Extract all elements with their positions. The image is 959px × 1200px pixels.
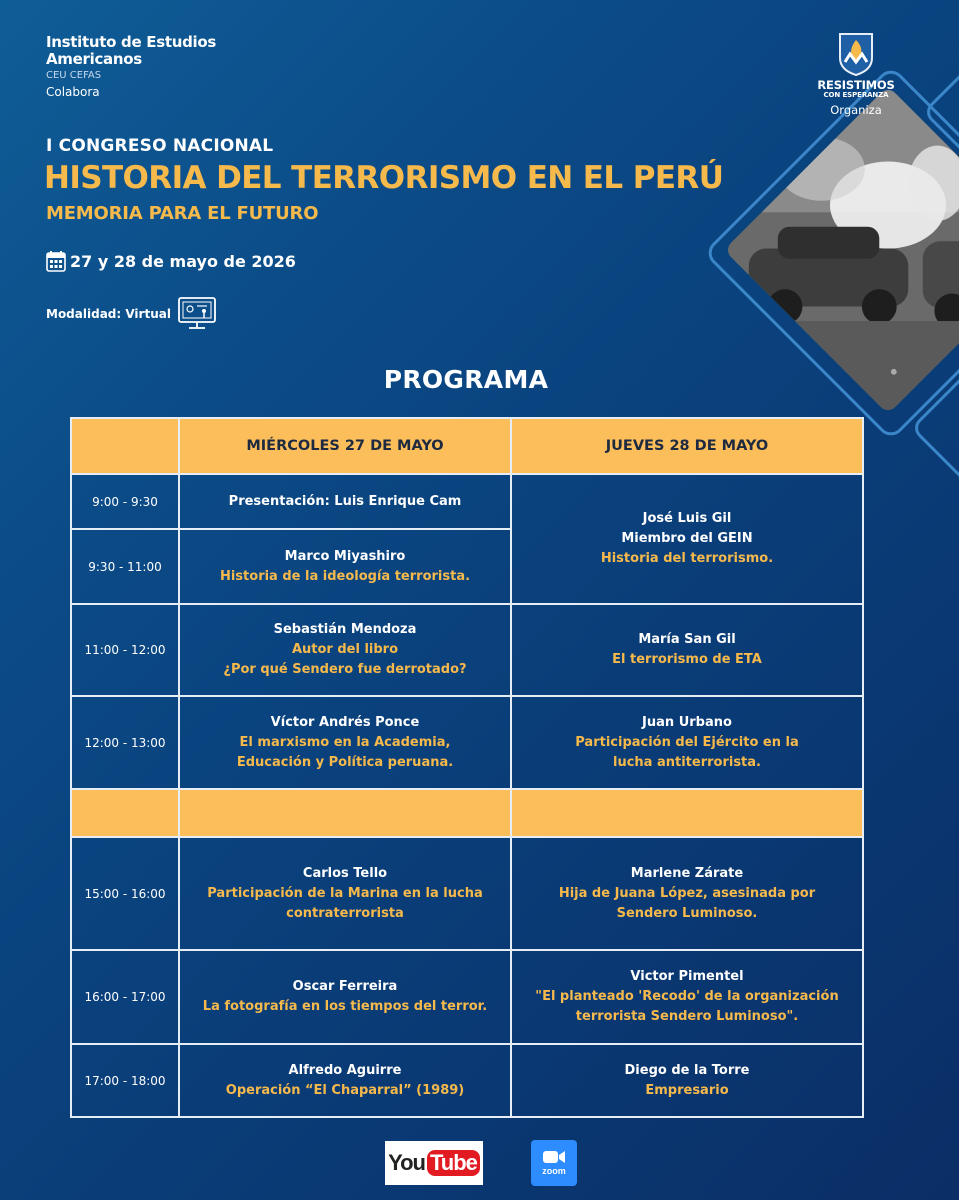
event-date (46, 250, 296, 272)
speaker-name: Marco Miyashiro (284, 548, 406, 564)
session-cell (511, 837, 863, 950)
session-cell (179, 696, 511, 789)
youtube-logo-tube: Tube (427, 1150, 480, 1176)
speaker-name: José Luis Gil (642, 511, 732, 526)
session-topic: Participación de la Marina en la lucha (207, 885, 483, 901)
speaker-name: Carlos Tello (302, 865, 388, 881)
speaker-name: Sebastián Mendoza (273, 622, 417, 637)
youtube-logo-you: You (388, 1150, 425, 1175)
session-topic: El marxismo en la Academia, (239, 734, 451, 750)
table-header-cell (71, 418, 179, 474)
break-cell (511, 789, 863, 837)
calendar-icon (46, 250, 66, 272)
congress-label: I CONGRESO NACIONAL (46, 136, 274, 156)
session-cell (179, 529, 511, 604)
session-topic: contraterrorista (286, 905, 404, 921)
virtual-class-monitor-icon (177, 296, 217, 332)
institute-name: Instituto de Estudios Americanos (46, 33, 217, 68)
speaker-name: Víctor Andrés Ponce (270, 714, 420, 730)
break-cell (179, 789, 511, 837)
session-topic: La fotografía en los tiempos del terror. (202, 999, 488, 1014)
modality (46, 296, 217, 332)
institute-subtitle: CEU CEFAS (46, 70, 102, 81)
zoom-camera-icon (543, 1150, 565, 1164)
speaker-role: Miembro del GEIN (621, 531, 753, 546)
speaker-name: Presentación: Luis Enrique Cam (228, 493, 462, 509)
table-row (71, 837, 863, 950)
speaker-name: Oscar Ferreira (292, 979, 398, 994)
session-topic: Autor del libro (291, 642, 399, 657)
time-cell: 17:00 - 18:00 (71, 1044, 179, 1117)
speaker-name: Victor Pimentel (630, 969, 744, 984)
event-date-text: 27 y 28 de mayo de 2026 (70, 251, 296, 271)
flame-shield-icon (836, 30, 876, 76)
session-cell (511, 696, 863, 789)
session-cell (511, 474, 863, 604)
zoom-label: zoom (542, 1166, 566, 1176)
time-cell: 11:00 - 12:00 (71, 604, 179, 696)
institute-role: Colabora (46, 85, 100, 99)
session-topic: "El planteado 'Recodo' de la organización (535, 989, 839, 1004)
session-cell (179, 950, 511, 1044)
table-row (71, 474, 863, 529)
session-cell (511, 604, 863, 696)
session-cell (179, 604, 511, 696)
session-topic: El terrorismo de ETA (612, 652, 762, 667)
speaker-name: Juan Urbano (642, 714, 732, 730)
session-topic: Historia de la ideología terrorista. (219, 568, 471, 584)
table-row (71, 950, 863, 1044)
program-heading: PROGRAMA (383, 365, 549, 394)
organizer-role: Organiza (830, 103, 882, 117)
session-topic: lucha antiterrorista. (613, 754, 761, 770)
organizer-brand-sub: CON ESPERANZA (823, 91, 889, 99)
speaker-name: Alfredo Aguirre (288, 1062, 402, 1078)
speaker-name: Marlene Zárate (630, 865, 744, 881)
time-cell: 9:30 - 11:00 (71, 529, 179, 604)
session-topic: Operación “El Chaparral” (1989) (225, 1082, 465, 1098)
program-table (70, 417, 864, 1118)
session-topic: ¿Por qué Sendero fue derrotado? (223, 662, 467, 677)
session-topic: Historia del terrorismo. (600, 551, 774, 566)
time-cell: 12:00 - 13:00 (71, 696, 179, 789)
time-cell: 9:00 - 9:30 (71, 474, 179, 529)
time-cell: 15:00 - 16:00 (71, 837, 179, 950)
table-row (71, 604, 863, 696)
session-topic: Empresario (645, 1082, 729, 1098)
session-cell (179, 837, 511, 950)
session-cell (179, 474, 511, 529)
table-row (71, 1044, 863, 1117)
zoom-logo[interactable] (531, 1140, 577, 1186)
event-title: HISTORIA DEL TERRORISMO EN EL PERÚ (44, 160, 724, 196)
session-topic: terrorista Sendero Luminoso". (575, 1009, 799, 1024)
youtube-logo[interactable] (385, 1141, 483, 1185)
break-cell (71, 789, 179, 837)
event-subtitle: MEMORIA PARA EL FUTURO (46, 203, 319, 224)
session-cell (511, 950, 863, 1044)
organizer-brand: RESISTIMOS (817, 78, 895, 92)
time-cell: 16:00 - 17:00 (71, 950, 179, 1044)
session-topic: Sendero Luminoso. (616, 905, 758, 921)
break-row (71, 789, 863, 837)
session-topic: Educación y Política peruana. (236, 754, 454, 770)
speaker-name: Diego de la Torre (624, 1062, 750, 1078)
speaker-name: María San Gil (638, 632, 736, 647)
organizer-logo (806, 30, 906, 117)
table-header-cell: JUEVES 28 DE MAYO (511, 418, 863, 474)
session-cell (179, 1044, 511, 1117)
table-header-cell: MIÉRCOLES 27 DE MAYO (179, 418, 511, 474)
modality-text: Modalidad: Virtual (46, 307, 171, 321)
session-topic: Participación del Ejército en la (575, 734, 799, 750)
session-topic: Hija de Juana López, asesinada por (558, 885, 816, 901)
session-cell (511, 1044, 863, 1117)
table-row (71, 696, 863, 789)
table-header-row (71, 418, 863, 474)
